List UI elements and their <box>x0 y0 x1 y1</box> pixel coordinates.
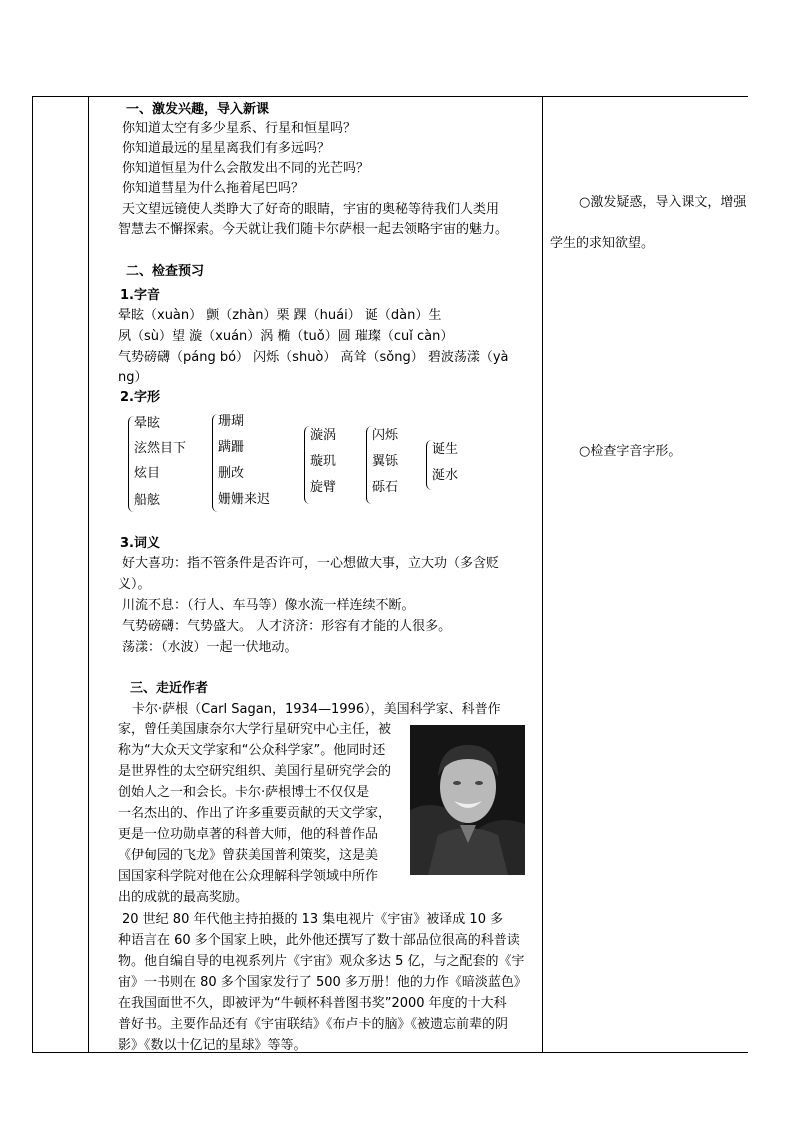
pronunciation-row-1: 晕眩（xuàn） 颤（zhàn）栗 踝（huái） 诞（dàn）生 <box>118 308 442 323</box>
intro-para-line-2: 智慧去不懈探索。今天就让我们随卡尔萨根一起去领略宇宙的魅力。 <box>118 222 509 237</box>
author-line-7: 更是一位功勋卓著的科普大师，他的科普作品 <box>118 827 379 842</box>
author-line-1: 卡尔·萨根（Carl Sagan，1934—1996），美国科学家、科普作 <box>132 702 501 717</box>
question-1: 你知道太空有多少星系、行星和恒星吗？ <box>122 121 357 136</box>
glyph-word: 姗姗来迟 <box>218 492 271 507</box>
author-line-6: 一名杰出的、作出了许多重要贡献的天文学家， <box>118 806 392 821</box>
glyph-word: 诞生 <box>432 442 459 457</box>
work-line-2: 种语言在 60 多个国家上映，此外他还撰写了数十部品位很高的科普读 <box>118 933 520 948</box>
teaching-content <box>88 96 543 1053</box>
work-line-1: 20 世纪 80 年代他主持拍摄的 13 集电视片《宇宙》被译成 10 多 <box>122 912 504 927</box>
glyph-word: 泫然目下 <box>134 441 187 456</box>
question-3: 你知道恒星为什么会散发出不同的光芒吗？ <box>122 161 370 176</box>
glyph-word: 旋臂 <box>310 480 337 495</box>
section-3-title: 三、走近作者 <box>130 681 209 696</box>
glyph-word: 璇玑 <box>310 454 337 469</box>
glyph-word: 删改 <box>218 466 245 481</box>
glyph-word: 砾石 <box>372 480 399 495</box>
meaning-3: 气势磅礴：气势盛大。 人才济济：形容有才能的人很多。 <box>122 619 452 634</box>
col-border-left <box>32 96 33 1053</box>
author-line-9: 国国家科学院对他在公众理解科学领域中所作 <box>118 869 379 884</box>
glyph-word: 晕眩 <box>134 416 161 431</box>
pronunciation-row-2: 夙（sù）望 漩（xuán）涡 椭（tuǒ）圆 璀璨（cuǐ càn） <box>118 329 454 344</box>
section-1-title: 一、激发兴趣，导入新课 <box>126 102 270 117</box>
work-line-6: 普好书。主要作品还有《宇宙联结》《布卢卡的脑》《被遗忘前辈的阴 <box>118 1017 509 1032</box>
meaning-2: 川流不息：（行人、车马等）像水流一样连续不断。 <box>122 598 415 613</box>
note-1-line-2: 学生的求知欲望。 <box>550 236 655 251</box>
section-2-title: 二、检查预习 <box>126 264 205 279</box>
work-line-7: 影》《数以十亿记的星球》等等。 <box>118 1038 307 1053</box>
glyph-word: 蹒跚 <box>218 440 245 455</box>
author-portrait-photo <box>410 725 525 875</box>
author-line-2: 家，曾任美国康奈尔大学行星研究中心主任，被 <box>118 722 392 737</box>
author-line-5: 创始人之一和会长。卡尔·萨根博士不仅仅是 <box>118 785 370 800</box>
glyph-word: 闪烁 <box>372 428 399 443</box>
pronunciation-heading: 1.字音 <box>120 288 160 303</box>
author-line-10: 出的成就的最高奖励。 <box>118 890 249 905</box>
work-line-4: 宙》一书则在 80 多个国家发行了 500 多万册！他的力作《暗淡蓝色》 <box>118 975 527 990</box>
author-line-3: 称为“大众天文学家和“公众科学家”。他同时还 <box>118 743 386 758</box>
glyph-heading: 2.字形 <box>120 390 160 405</box>
meaning-heading: 3.词义 <box>120 536 160 551</box>
pronunciation-row-4: ng） <box>118 370 148 385</box>
author-line-8: 《伊甸园的飞龙》曾获美国普利策奖，这是美 <box>118 848 379 863</box>
glyph-word: 船舷 <box>134 493 161 508</box>
author-line-4: 是世界性的太空研究组织、美国行星研究学会的 <box>118 764 392 779</box>
note-2: ○检查字音字形。 <box>579 444 682 459</box>
meaning-1-line-2: 义）。 <box>118 577 151 592</box>
glyph-word: 漩涡 <box>310 428 337 443</box>
meaning-4: 荡漾：（水波）一起一伏地动。 <box>122 640 298 655</box>
glyph-word: 翼铄 <box>372 454 399 469</box>
question-4: 你知道彗星为什么拖着尾巴吗？ <box>122 181 305 196</box>
glyph-word: 炫目 <box>134 466 161 481</box>
question-2: 你知道最远的星星离我们有多远吗？ <box>122 141 331 156</box>
work-line-5: 在我国面世不久，即被评为“牛顿杯科普图书奖”2000 年度的十大科 <box>118 996 507 1011</box>
note-1-line-1: ○激发疑惑，导入课文，增强 <box>579 195 747 210</box>
work-line-3: 物。他自编自导的电视系列片《宇宙》观众多达 5 亿，与之配套的《宇 <box>118 954 525 969</box>
pronunciation-row-3: 气势磅礴（páng bó） 闪烁（shuò） 高耸（sǒng） 碧波荡漾（yà <box>118 350 509 365</box>
glyph-word: 涎水 <box>432 468 459 483</box>
meaning-1-line-1: 好大喜功：指不管条件是否许可，一心想做大事，立大功（多含贬 <box>122 556 500 571</box>
intro-para-line-1: 天文望远镜使人类睁大了好奇的眼睛，宇宙的奥秘等待我们人类用 <box>122 202 500 217</box>
glyph-word: 珊瑚 <box>218 414 245 429</box>
